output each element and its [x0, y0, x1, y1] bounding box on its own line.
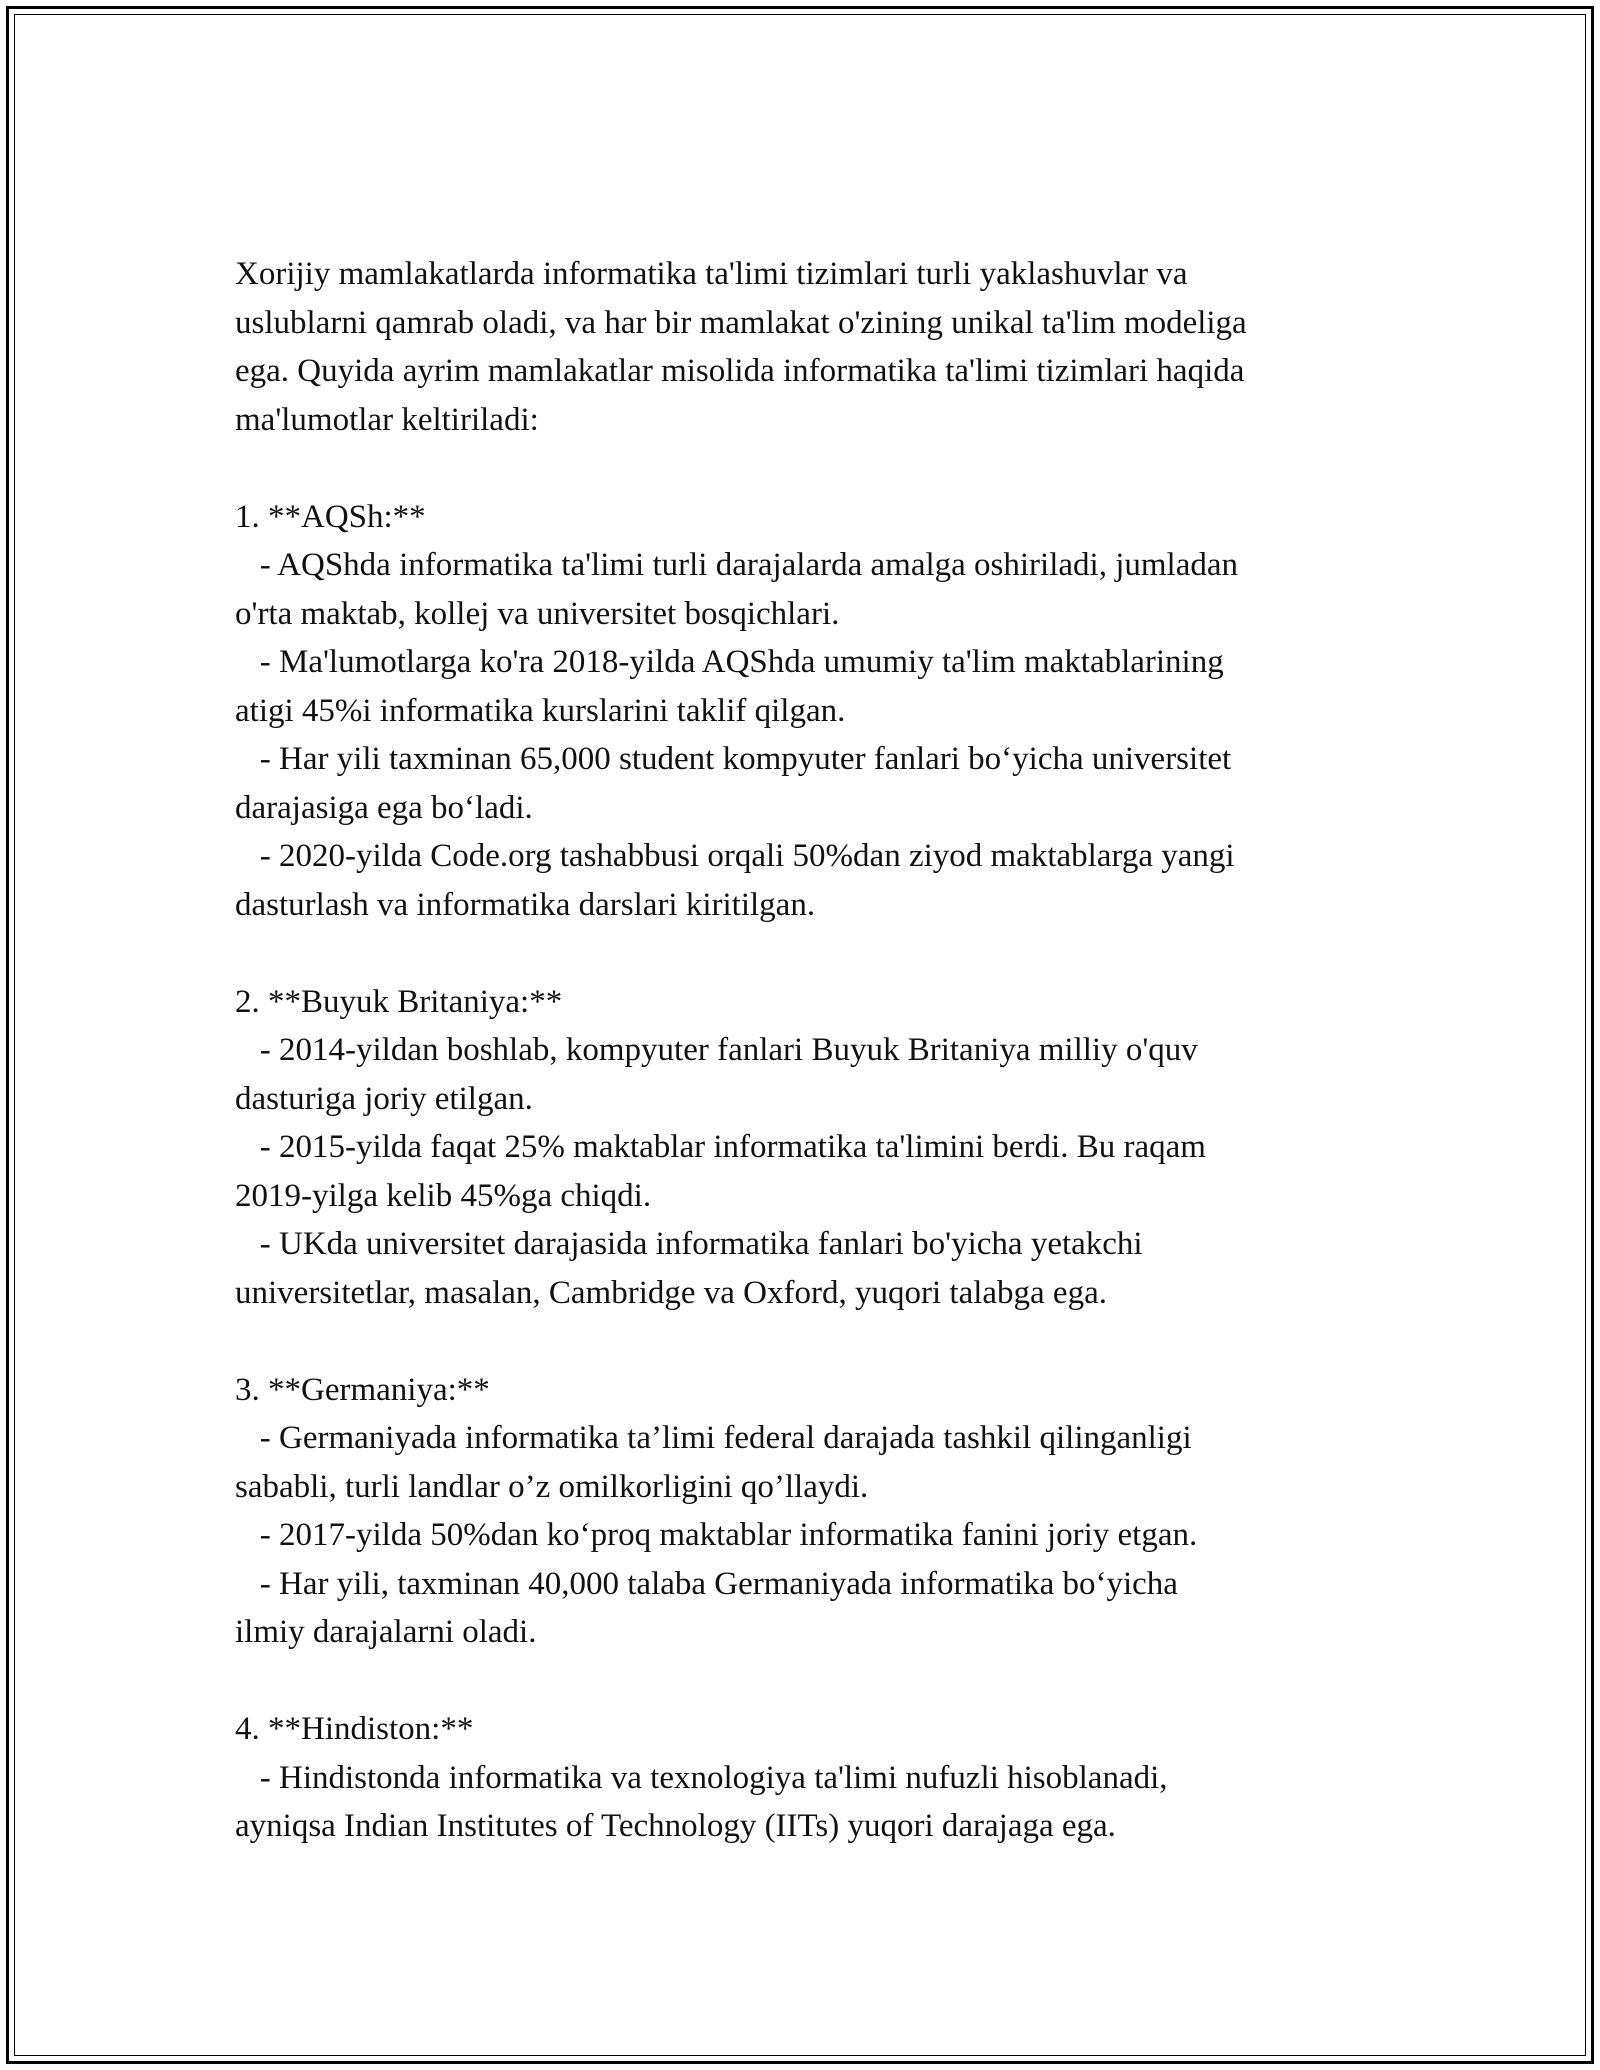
section-usa: [235, 493, 1385, 930]
section-heading: 2. **Buyuk Britaniya:**: [235, 983, 563, 1020]
intro-line: uslublarni qamrab oladi, va har bir mamlakat o'zining unikal ta'lim modeliga: [235, 304, 1247, 341]
section-line: universitetlar, masalan, Cambridge va Oxford, yuqori talabga ega.: [235, 1274, 1107, 1311]
section-heading: 1. **AQSh:**: [235, 498, 426, 535]
paragraph-gap: [235, 444, 1385, 493]
section-line: dasturlash va informatika darslari kiritilgan.: [235, 886, 816, 923]
section-line: - UKda universitet darajasida informatika fanlari bo'yicha yetakchi: [235, 1226, 1143, 1262]
paragraph-gap: [235, 1657, 1385, 1706]
section-line: - 2020-yilda Code.org tashabbusi orqali 50%dan ziyod maktablarga yangi: [235, 838, 1235, 874]
section-line: darajasiga ega bo‘ladi.: [235, 789, 533, 826]
section-line: - Har yili, taxminan 40,000 talaba Germaniyada informatika bo‘yicha: [235, 1565, 1178, 1602]
section-line: sababli, turli landlar o’z omilkorligini qo’llaydi.: [235, 1468, 869, 1505]
section-india: [235, 1705, 1385, 1851]
section-heading: 4. **Hindiston:**: [235, 1711, 474, 1747]
section-line: - Har yili taxminan 65,000 student kompyuter fanlari bo‘yicha universitet: [235, 741, 1232, 777]
section-line: ilmiy darajalarni oladi.: [235, 1614, 537, 1650]
section-line: 2019-yilga kelib 45%ga chiqdi.: [235, 1177, 652, 1214]
section-uk: [235, 978, 1385, 1318]
section-line: ayniqsa Indian Institutes of Technology (IITs) yuqori darajaga ega.: [235, 1808, 1116, 1844]
intro-line: Xorijiy mamlakatlarda informatika ta'limi tizimlari turli yaklashuvlar va: [235, 256, 1188, 292]
section-line: - Hindistonda informatika va texnologiya ta'limi nufuzli hisoblanadi,: [235, 1759, 1168, 1796]
section-line: - AQShda informatika ta'limi turli darajalarda amalga oshiriladi, jumladan: [235, 547, 1238, 583]
section-heading: 3. **Germaniya:**: [235, 1371, 490, 1408]
section-line: - Germaniyada informatika ta’limi federal darajada tashkil qilinganligi: [235, 1420, 1192, 1456]
paragraph-gap: [235, 1317, 1385, 1366]
section-line: - Ma'lumotlarga ko'ra 2018-yilda AQShda umumiy ta'lim maktablarining: [235, 644, 1224, 680]
document-body: [235, 250, 1385, 1851]
section-line: - 2014-yildan boshlab, kompyuter fanlari Buyuk Britaniya milliy o'quv: [235, 1032, 1198, 1068]
section-line: - 2017-yilda 50%dan ko‘proq maktablar informatika fanini joriy etgan.: [235, 1517, 1198, 1553]
intro-paragraph: [235, 250, 1385, 444]
section-germany: [235, 1366, 1385, 1657]
section-line: - 2015-yilda faqat 25% maktablar informatika ta'limini berdi. Bu raqam: [235, 1129, 1206, 1165]
intro-line: ega. Quyida ayrim mamlakatlar misolida informatika ta'limi tizimlari haqida: [235, 353, 1245, 389]
paragraph-gap: [235, 929, 1385, 978]
section-line: atigi 45%i informatika kurslarini taklif qilgan.: [235, 692, 846, 729]
intro-line: ma'lumotlar keltiriladi:: [235, 401, 539, 438]
section-line: dasturiga joriy etilgan.: [235, 1080, 533, 1117]
section-line: o'rta maktab, kollej va universitet bosqichlari.: [235, 595, 840, 632]
